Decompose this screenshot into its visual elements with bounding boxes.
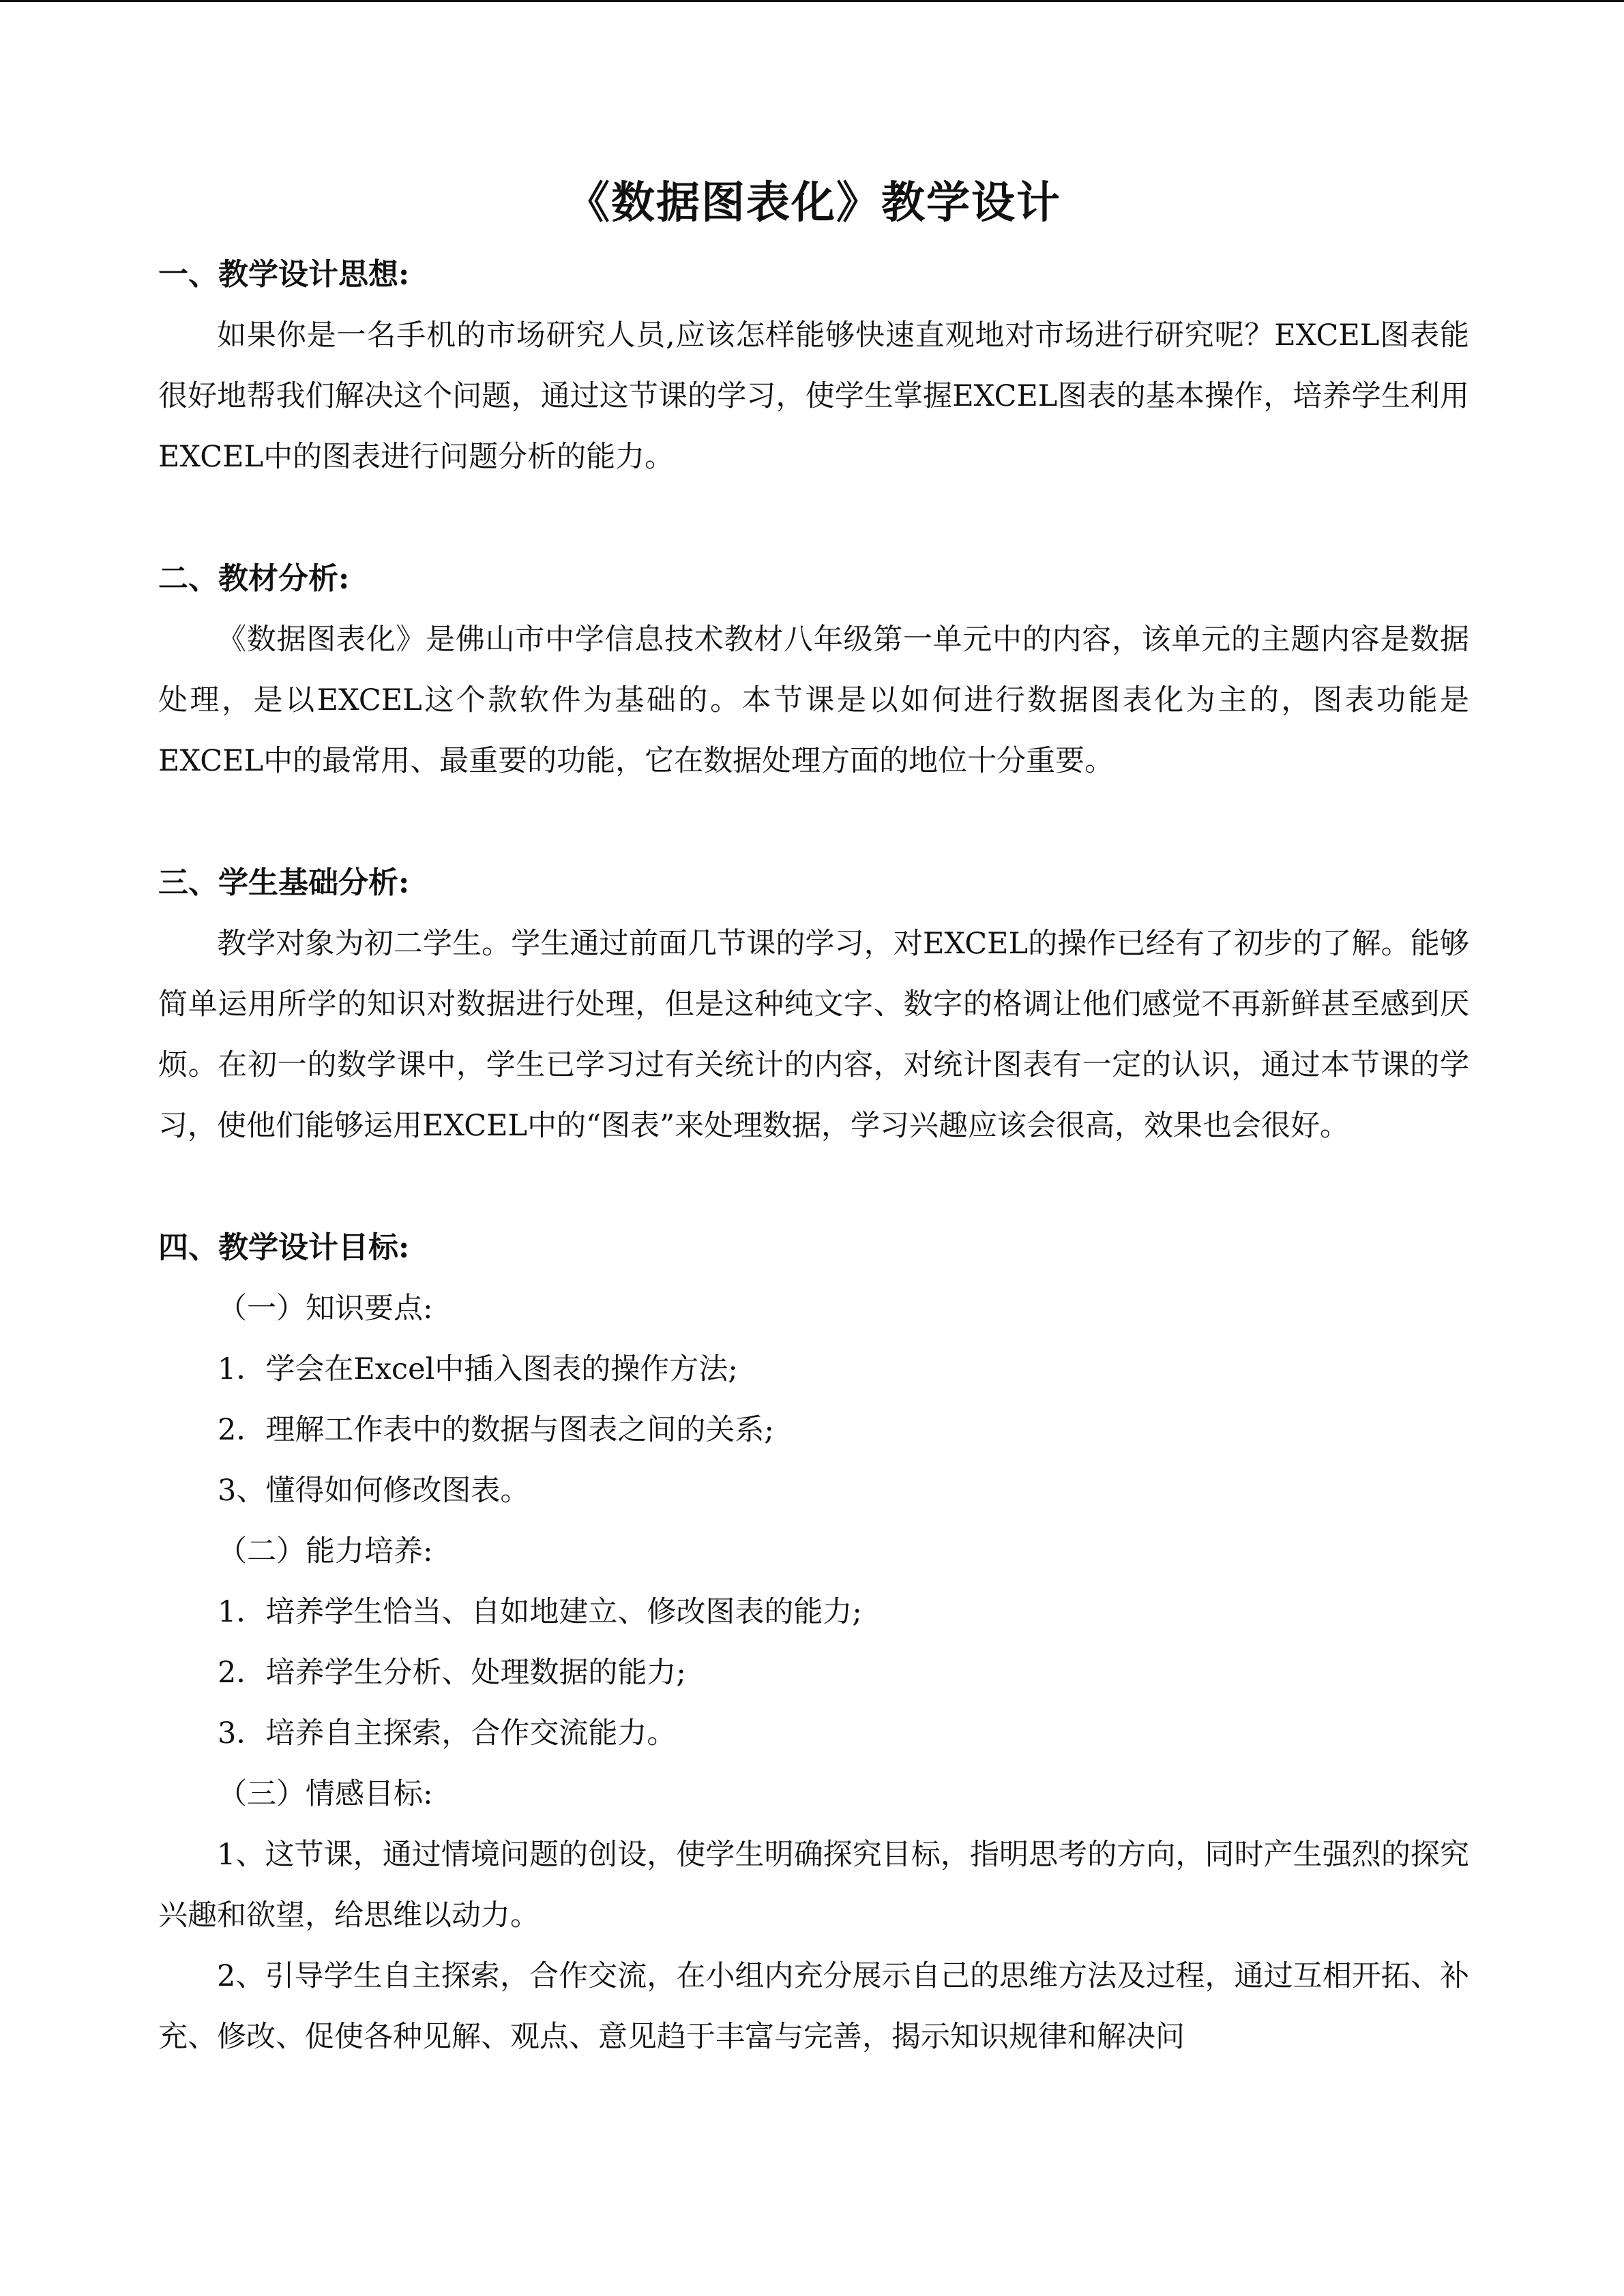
section-paragraph-student-analysis: 教学对象为初二学生。学生通过前面几节课的学习，对EXCEL的操作已经有了初步的了解。能够简单运用所学的知识对数据进行处理，但是这种纯文字、数字的格调让他们感觉不再新鲜甚至感到厌烦。在初一的数学课中，学生已学习过有关统计的内容，对统计图表有一定的认识，通过本节课的学习，使他们能够运用EXCEL中的“图表”来处理数据，学习兴趣应该会很高，效果也会很好。 — [158, 927, 1469, 1143]
document-title: 《数据图表化》教学设计 — [566, 177, 1061, 228]
section-heading-material-analysis: 二、教材分析: — [158, 561, 350, 596]
section-heading-design-idea: 一、教学设计思想: — [158, 257, 410, 292]
list-item: 1、这节课，通过情境问题的创设，使学生明确探究目标，指明思考的方向，同时产生强烈的探究兴趣和欲望，给思维以动力。 — [158, 1838, 1469, 1933]
spacer — [158, 488, 1469, 548]
spacer — [158, 1157, 1469, 1217]
spacer — [158, 792, 1469, 852]
section-heading-student-analysis: 三、学生基础分析: — [158, 865, 410, 900]
objectives-emotion-label: （三）情感目标: — [218, 1777, 433, 1811]
objectives-knowledge-label: （一）知识要点: — [218, 1292, 433, 1326]
section-paragraph-material-analysis: 《数据图表化》是佛山市中学信息技术教材八年级第一单元中的内容，该单元的主题内容是数据处理，是以EXCEL这个款软件为基础的。本节课是以如何进行数据图表化为主的，图表功能是EXCEL中的最常用、最重要的功能，它在数据处理方面的地位十分重要。 — [158, 623, 1469, 778]
list-item: 2．培养学生分析、处理数据的能力; — [218, 1656, 686, 1690]
list-item: 1．学会在Excel中插入图表的操作方法; — [218, 1352, 738, 1386]
list-item: 1．培养学生恰当、自如地建立、修改图表的能力; — [218, 1595, 862, 1629]
list-item: 2．理解工作表中的数据与图表之间的关系; — [218, 1413, 774, 1447]
document-page — [158, 170, 1469, 2068]
list-item: 3、懂得如何修改图表。 — [218, 1474, 530, 1508]
objectives-ability-label: （二）能力培养: — [218, 1534, 433, 1568]
top-border-line — [0, 0, 1624, 2]
section-heading-objectives: 四、教学设计目标: — [158, 1230, 410, 1265]
section-paragraph-design-idea: 如果你是一名手机的市场研究人员,应该怎样能够快速直观地对市场进行研究呢？EXCEL图表能很好地帮我们解决这个问题，通过这节课的学习，使学生掌握EXCEL图表的基本操作，培养学生利用EXCEL中的图表进行问题分析的能力。 — [158, 318, 1469, 474]
list-item: 3．培养自主探索，合作交流能力。 — [218, 1716, 677, 1750]
list-item: 2、引导学生自主探索，合作交流，在小组内充分展示自己的思维方法及过程，通过互相开拓、补充、修改、促使各种见解、观点、意见趋于丰富与完善，揭示知识规律和解决问 — [158, 1959, 1469, 2054]
